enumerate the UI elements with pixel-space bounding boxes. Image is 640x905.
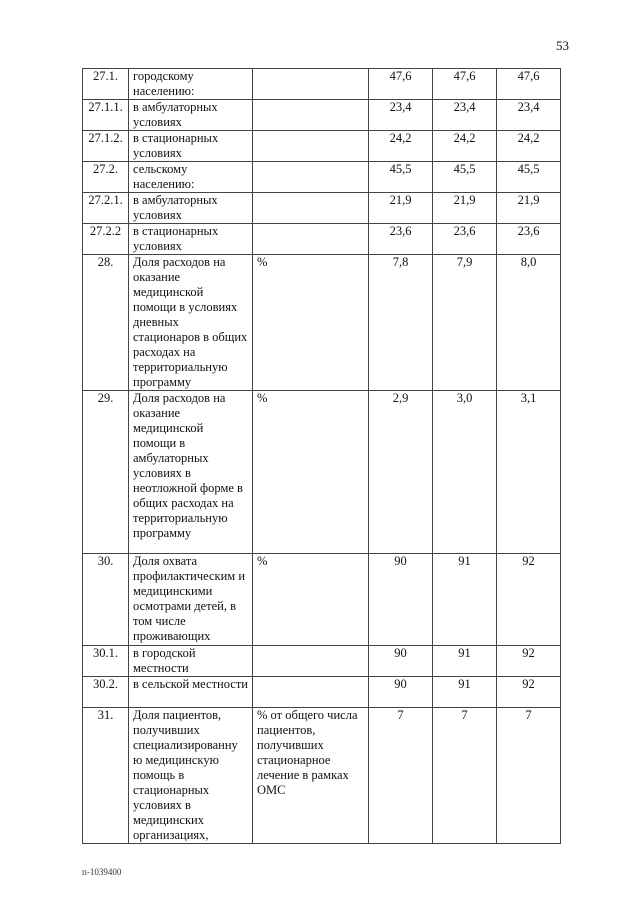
value-year-1: 90 [369,677,433,708]
table-row [83,646,561,677]
value-year-3: 23,6 [497,224,561,255]
table-row [83,677,561,708]
value-year-2: 91 [433,677,497,708]
indicator-name: Доля охвата профилактическим и медицинскими осмотрами детей, в том числе проживающих [129,554,253,646]
indicator-name: городскому населению: [129,69,253,100]
value-year-3: 21,9 [497,193,561,224]
table-row [83,193,561,224]
unit-cell [253,193,369,224]
value-year-1: 90 [369,646,433,677]
indicator-name: сельскому населению: [129,162,253,193]
value-year-1: 23,6 [369,224,433,255]
value-year-2: 45,5 [433,162,497,193]
value-year-3: 92 [497,677,561,708]
indicator-name: в стационарных условиях [129,131,253,162]
value-year-3: 3,1 [497,391,561,554]
unit-cell [253,162,369,193]
unit-cell [253,100,369,131]
indicator-name: в сельской местности [129,677,253,708]
value-year-2: 7 [433,708,497,844]
unit-cell [253,677,369,708]
row-number: 27.2.2 [83,224,129,255]
value-year-2: 47,6 [433,69,497,100]
row-number: 27.1. [83,69,129,100]
row-number: 30. [83,554,129,646]
value-year-1: 45,5 [369,162,433,193]
value-year-3: 47,6 [497,69,561,100]
value-year-2: 21,9 [433,193,497,224]
value-year-2: 7,9 [433,255,497,391]
value-year-1: 2,9 [369,391,433,554]
value-year-1: 23,4 [369,100,433,131]
table-row [83,708,561,844]
table-row [83,162,561,193]
value-year-3: 8,0 [497,255,561,391]
row-number: 28. [83,255,129,391]
row-number: 27.2.1. [83,193,129,224]
row-number: 27.1.2. [83,131,129,162]
unit-cell [253,224,369,255]
table-row [83,131,561,162]
indicator-name: в городской местности [129,646,253,677]
row-number: 27.1.1. [83,100,129,131]
unit-cell [253,646,369,677]
table-row [83,224,561,255]
page-number: 53 [556,38,569,53]
table-row [83,100,561,131]
value-year-1: 90 [369,554,433,646]
indicator-name: Доля пациентов, получивших специализированну ю медицинскую помощь в стационарных условиях в медицинских организациях, [129,708,253,844]
indicators-table [82,68,561,844]
document-code: п-1039400 [82,867,122,877]
value-year-2: 23,6 [433,224,497,255]
value-year-1: 7 [369,708,433,844]
table-row [83,391,561,554]
indicator-name: Доля расходов на оказание медицинской помощи в условиях дневных стационаров в общих расходах на территориальную программу [129,255,253,391]
value-year-3: 23,4 [497,100,561,131]
row-number: 29. [83,391,129,554]
row-number: 31. [83,708,129,844]
indicator-name: в амбулаторных условиях [129,100,253,131]
value-year-3: 92 [497,646,561,677]
unit-cell: % [253,255,369,391]
table-row [83,255,561,391]
indicator-name: в стационарных условиях [129,224,253,255]
value-year-2: 24,2 [433,131,497,162]
value-year-1: 24,2 [369,131,433,162]
value-year-2: 23,4 [433,100,497,131]
unit-cell: % от общего числа пациентов, получивших стационарное лечение в рамках ОМС [253,708,369,844]
value-year-3: 45,5 [497,162,561,193]
row-number: 30.1. [83,646,129,677]
value-year-1: 47,6 [369,69,433,100]
value-year-3: 92 [497,554,561,646]
table-row [83,554,561,646]
unit-cell: % [253,391,369,554]
value-year-2: 91 [433,554,497,646]
value-year-3: 7 [497,708,561,844]
indicator-name: в амбулаторных условиях [129,193,253,224]
unit-cell: % [253,554,369,646]
value-year-3: 24,2 [497,131,561,162]
unit-cell [253,131,369,162]
value-year-2: 91 [433,646,497,677]
value-year-2: 3,0 [433,391,497,554]
row-number: 27.2. [83,162,129,193]
row-number: 30.2. [83,677,129,708]
value-year-1: 7,8 [369,255,433,391]
table-row [83,69,561,100]
unit-cell [253,69,369,100]
value-year-1: 21,9 [369,193,433,224]
indicator-name: Доля расходов на оказание медицинской помощи в амбулаторных условиях в неотложной форме в общих расходах на территориальную программу [129,391,253,554]
